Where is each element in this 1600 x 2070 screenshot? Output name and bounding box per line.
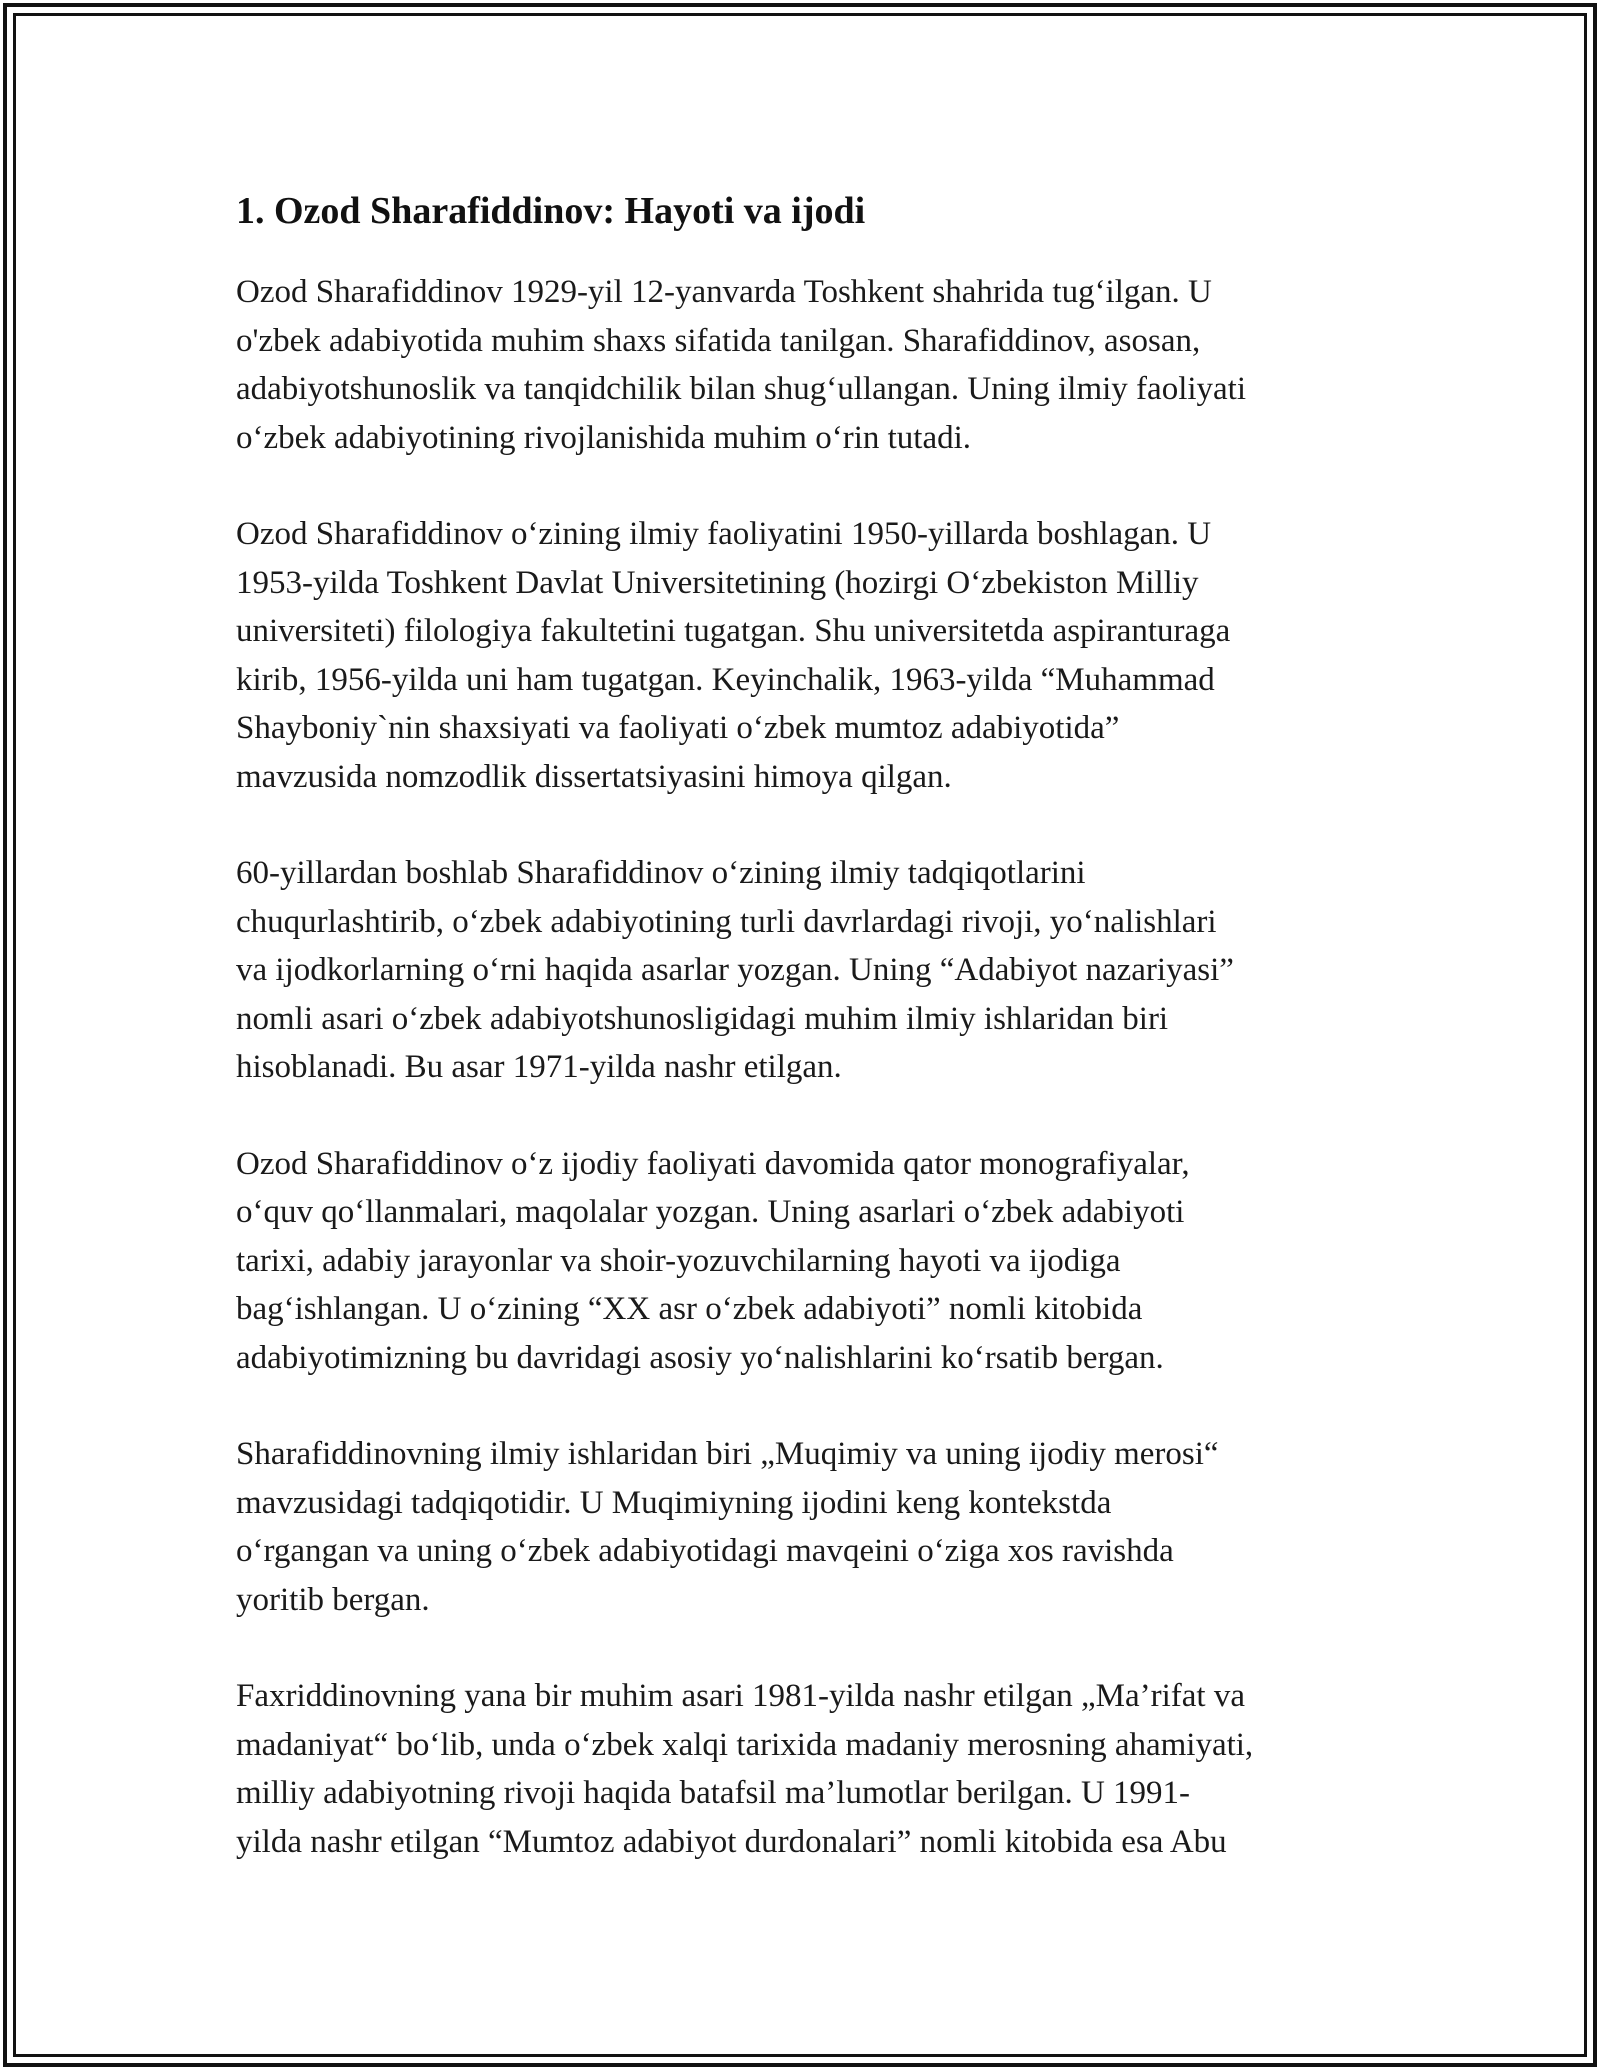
- text-line: Faxriddinovning yana bir muhim asari 1981-yilda nashr etilgan „Ma’rifat va: [236, 1678, 1245, 1714]
- section-title: 1. Ozod Sharafiddinov: Hayoti va ijodi: [236, 190, 866, 232]
- text-line: 60-yillardan boshlab Sharafiddinov o‘zining ilmiy tadqiqotlarini: [236, 855, 1086, 891]
- text-line: Ozod Sharafiddinov o‘z ijodiy faoliyati davomida qator monografiyalar,: [236, 1145, 1190, 1182]
- text-line: chuqurlashtirib, o‘zbek adabiyotining turli davrlardagi rivoji, yo‘nalishlari: [236, 903, 1217, 940]
- text-line: madaniyat“ bo‘lib, unda o‘zbek xalqi tarixida madaniy merosning ahamiyati,: [236, 1726, 1254, 1763]
- document-body: [236, 186, 1376, 1914]
- text-line: hisoblanadi. Bu asar 1971-yilda nashr etilgan.: [236, 1049, 842, 1085]
- text-line: yoritib bergan.: [236, 1581, 430, 1618]
- text-line: mavzusida nomzodlik dissertatsiyasini himoya qilgan.: [236, 758, 952, 795]
- text-line: Ozod Sharafiddinov 1929-yil 12-yanvarda Toshkent shahrida tug‘ilgan. U: [236, 274, 1212, 310]
- text-line: 1953-yilda Toshkent Davlat Universitetining (hozirgi O‘zbekiston Milliy: [236, 564, 1199, 601]
- text-line: o‘rgangan va uning o‘zbek adabiyotidagi mavqeini o‘ziga xos ravishda: [236, 1533, 1174, 1569]
- text-line: universiteti) filologiya fakultetini tugatgan. Shu universitetda aspiranturaga: [236, 613, 1231, 649]
- text-line: bag‘ishlangan. U o‘zining “XX asr o‘zbek adabiyoti” nomli kitobida: [236, 1291, 1143, 1327]
- paragraph-4: [236, 1140, 1376, 1383]
- text-line: Ozod Sharafiddinov o‘zining ilmiy faoliyatini 1950-yillarda boshlagan. U: [236, 516, 1212, 552]
- text-line: yilda nashr etilgan “Mumtoz adabiyot durdonalari” nomli kitobida esa Abu: [236, 1823, 1227, 1860]
- paragraph-6: [236, 1672, 1376, 1866]
- text-line: milliy adabiyotning rivoji haqida batafsil ma’lumotlar berilgan. U 1991-: [236, 1775, 1191, 1811]
- paragraph-3: [236, 849, 1376, 1092]
- text-line: adabiyotshunoslik va tanqidchilik bilan shug‘ullangan. Uning ilmiy faoliyati: [236, 371, 1247, 407]
- text-line: o‘quv qo‘llanmalari, maqolalar yozgan. Uning asarlari o‘zbek adabiyoti: [236, 1194, 1185, 1230]
- text-line: mavzusidagi tadqiqotidir. U Muqimiyning ijodini keng kontekstda: [236, 1484, 1112, 1521]
- text-line: nomli asari o‘zbek adabiyotshunosligidagi muhim ilmiy ishlaridan biri: [236, 1000, 1169, 1037]
- paragraph-2: [236, 510, 1376, 801]
- text-line: kirib, 1956-yilda uni ham tugatgan. Keyinchalik, 1963-yilda “Muhammad: [236, 661, 1215, 698]
- text-line: adabiyotimizning bu davridagi asosiy yo‘nalishlarini ko‘rsatib bergan.: [236, 1339, 1164, 1376]
- text-line: va ijodkorlarning o‘rni haqida asarlar yozgan. Uning “Adabiyot nazariyasi”: [236, 952, 1234, 988]
- text-line: Sharafiddinovning ilmiy ishlaridan biri „Muqimiy va uning ijodiy merosi“: [236, 1436, 1219, 1472]
- text-line: o‘zbek adabiyotining rivojlanishida muhim o‘rin tutadi.: [236, 419, 972, 456]
- text-line: Shayboniy`nin shaxsiyati va faoliyati o‘zbek mumtoz adabiyotida”: [236, 710, 1120, 746]
- paragraph-5: [236, 1430, 1376, 1624]
- text-line: o'zbek adabiyotida muhim shaxs sifatida tanilgan. Sharafiddinov, asosan,: [236, 322, 1201, 359]
- text-line: tarixi, adabiy jarayonlar va shoir-yozuvchilarning hayoti va ijodiga: [236, 1242, 1121, 1279]
- paragraph-1: [236, 268, 1376, 462]
